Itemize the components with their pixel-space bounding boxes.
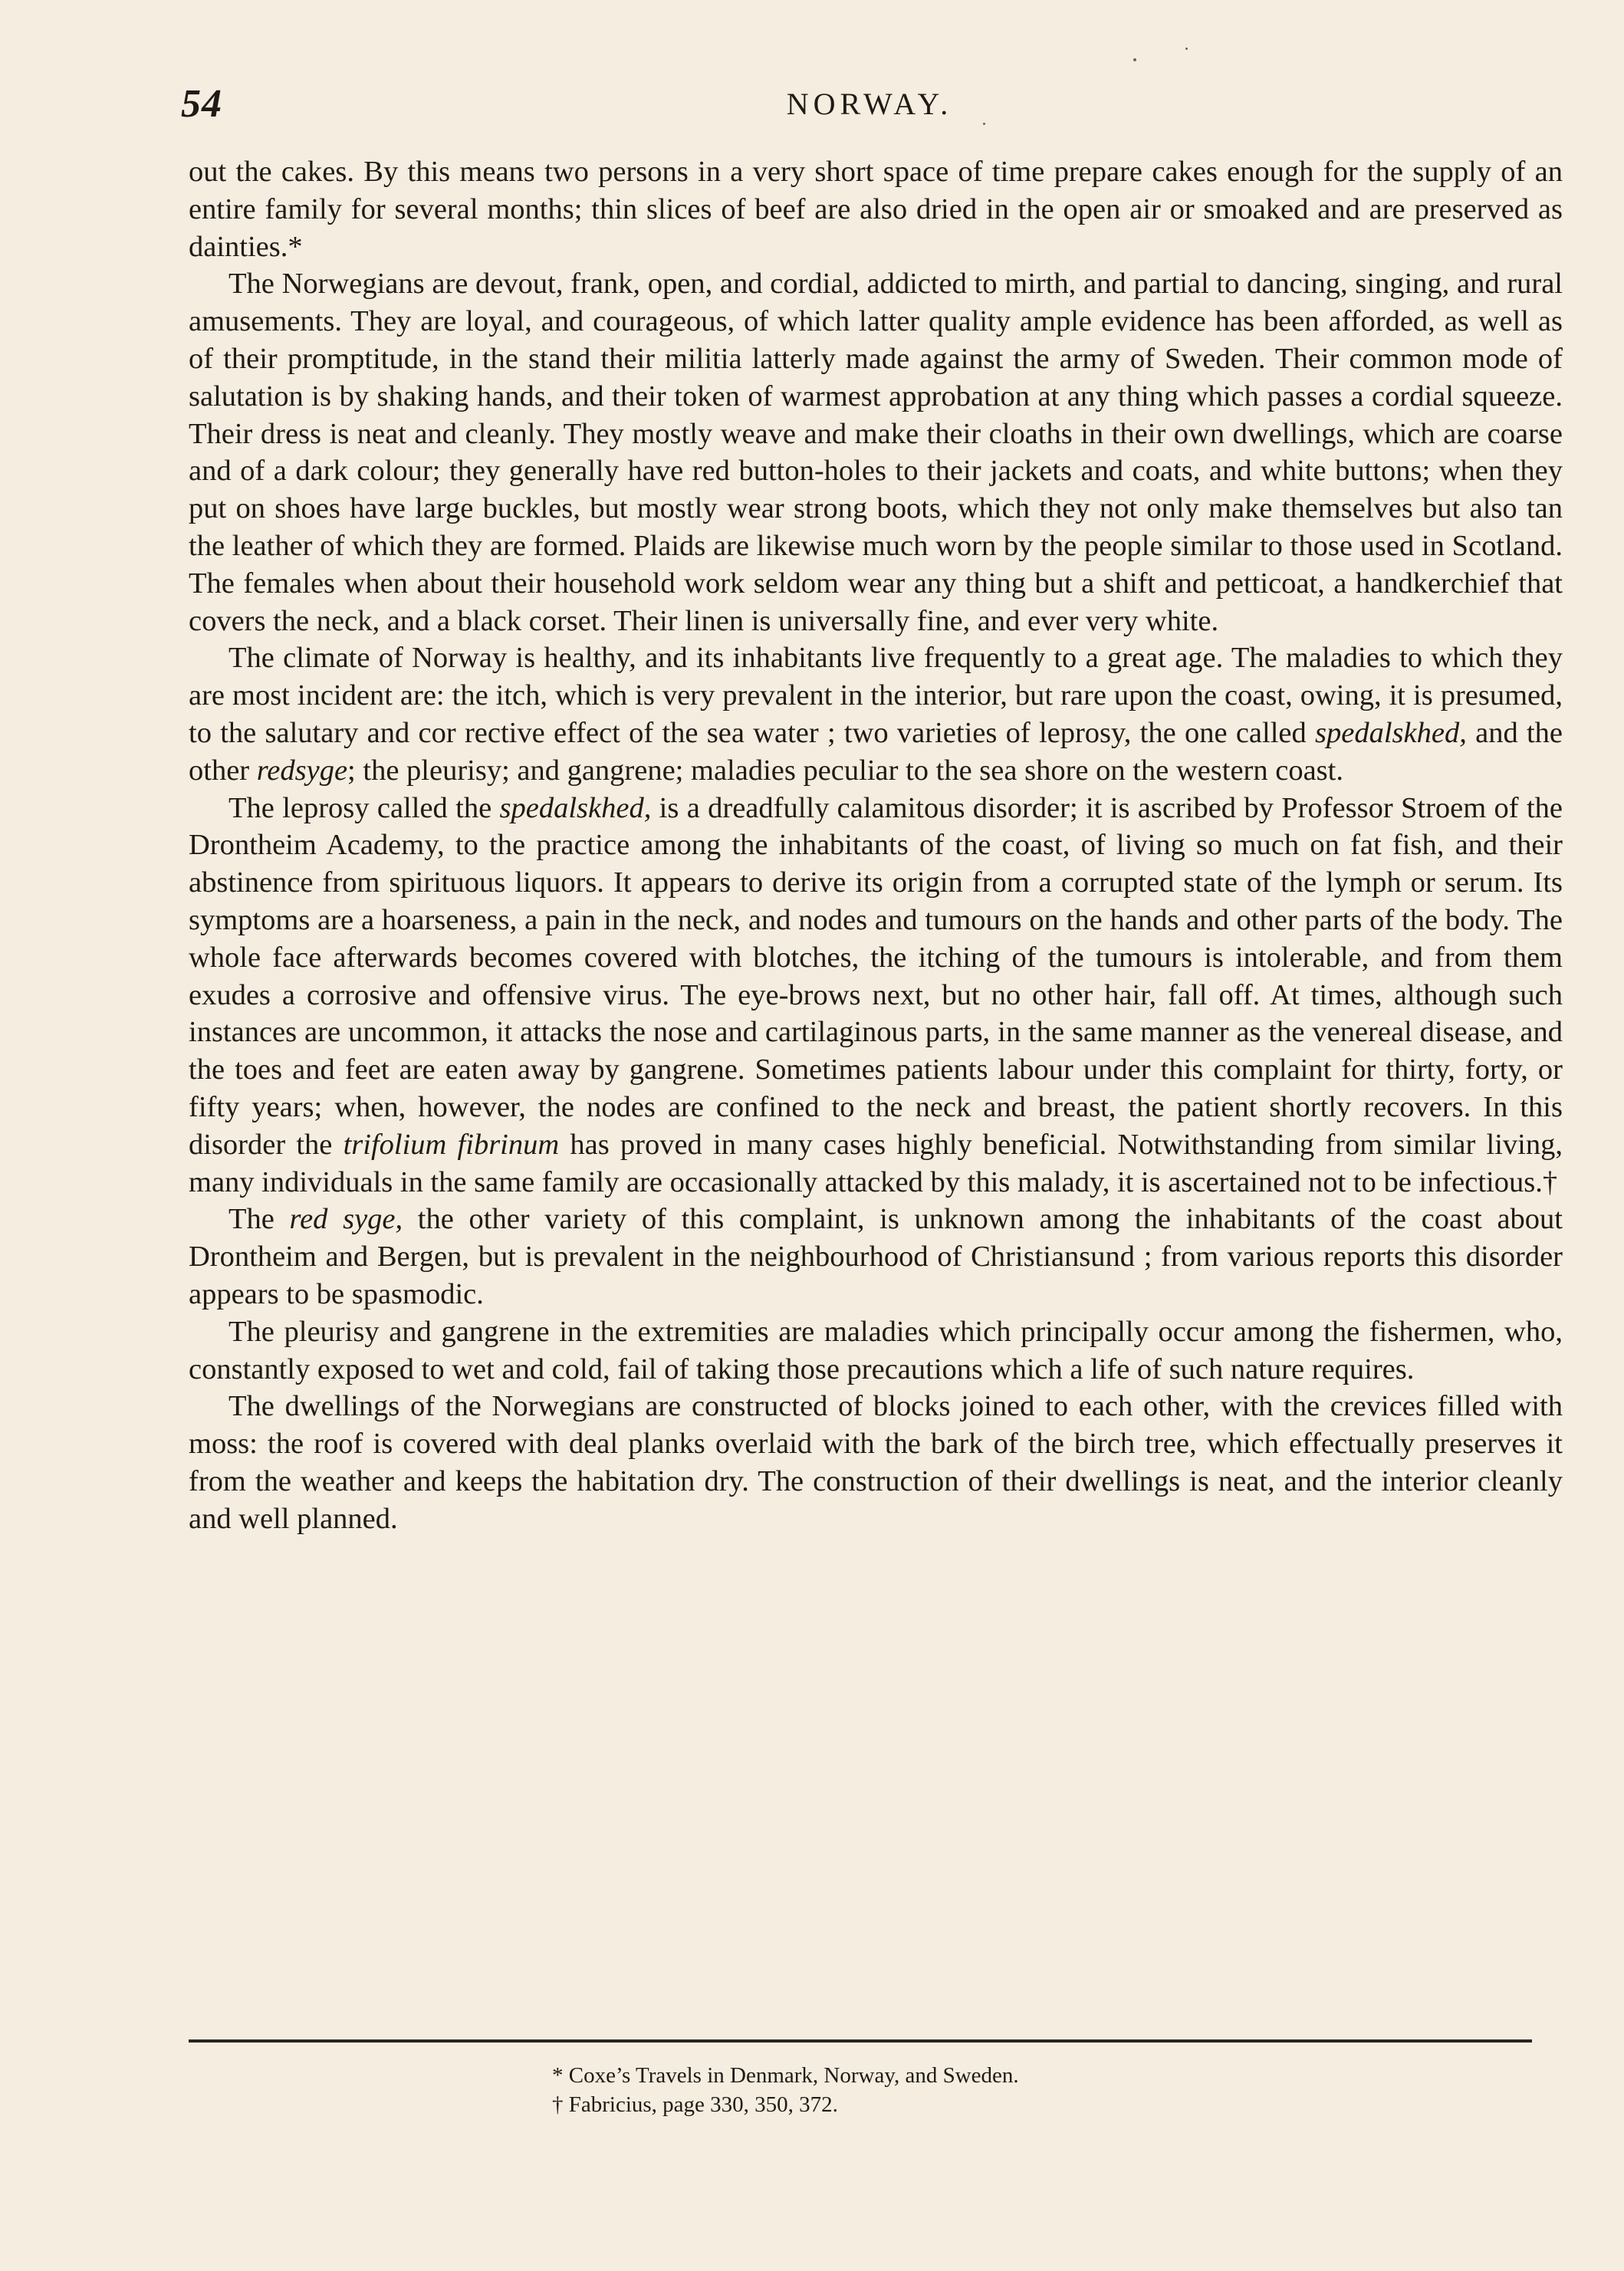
paper-speck [1185, 48, 1188, 50]
page-number: 54 [181, 82, 222, 126]
footnote-rule [189, 2039, 1532, 2043]
footnote-coxe: * Coxe’s Travels in Denmark, Norway, and Sweden. [552, 2063, 1019, 2088]
paragraph-national-character [189, 265, 1563, 639]
running-title: NORWAY. [786, 87, 953, 121]
paragraph-continued [189, 153, 1563, 265]
paper-speck [983, 123, 985, 125]
text-run: has proved in many cases highly beneficial. Notwithstanding from similar living, many individuals in the same family are occasionally attacked by this malady, it is ascertained not to be infectious.† [189, 1128, 1563, 1198]
paragraph-dwellings [189, 1388, 1563, 1537]
italic-term: spedalskhed, [1315, 716, 1467, 749]
paragraph-pleurisy [189, 1313, 1563, 1389]
text-run: is a dreadfully calamitous disorder; it is ascribed by Professor Stroem of the Drontheim Academy, to the practice among the inhabitants of the coast, of living so much on fat fish, and their abstinence from spirituous liquors. It appears to derive its origin from a corrupted state of the lymph or serum. Its symptoms are a hoarseness, a pain in the neck, and nodes and tumours on the hands and other parts of the body. The whole face afterwards becomes covered with blotches, the itching of the tumours is intolerable, and from them exudes a corrosive and offensive virus. The eye-brows next, but no other hair, fall off. At times, although such instances are uncommon, it attacks the nose and cartilaginous parts, in the same manner as the venereal disease, and the toes and feet are eaten away by gangrene. Sometimes patients labour under this complaint for thirty, forty, or fifty years; when, however, the nodes are confined to the neck and breast, the patient shortly recovers. In this disorder the [189, 791, 1563, 1161]
italic-term: red syge, [289, 1203, 403, 1236]
italic-term: spedalskhed, [499, 791, 652, 824]
text-run: and the other [189, 716, 1563, 787]
paragraph-red-syge [189, 1201, 1563, 1313]
footnotes [552, 2061, 1472, 2119]
text-run: The leprosy called the [228, 791, 500, 824]
text-run: The Norwegians are devout, frank, open, and cordial, addicted to mirth, and partial to dancing, singing, and rural amusements. They are loyal, and courageous, of which latter quality ample evidence has been afforded, as well as of their promptitude, in the stand their militia latterly made against the army of Sweden. Their common mode of salutation is by shaking hands, and their token of warmest approbation at any thing which passes a cordial squeeze. Their dress is neat and cleanly. They mostly weave and make their cloaths in their own dwellings, which are coarse and of a dark colour; they generally have red button-holes to their jackets and coats, and white buttons; when they put on shoes have large buckles, but mostly wear strong boots, which they not only make themselves but also tan the leather of which they are formed. Plaids are likewise much worn by the people similar to those used in Scotland. The females when about their household work seldom wear any thing but a shift and petticoat, a handkerchief that covers the neck, and a black corset. Their linen is universally fine, and ever very white. [189, 268, 1563, 637]
italic-term: trifolium fibrinum [343, 1128, 560, 1161]
footnote-fabricius: † Fabricius, page 330, 350, 372. [552, 2092, 838, 2117]
text-run: The dwellings of the Norwegians are constructed of blocks joined to each other, with the crevices filled with moss: the roof is covered with deal planks overlaid with the bark of the birch tree, which effectually preserves it from the weather and keeps the habitation dry. The construction of their dwellings is neat, and the interior cleanly and well planned. [189, 1390, 1563, 1535]
text-run: The climate of Norway is healthy, and its inhabitants live frequently to a great age. The maladies to which they are most incident are: the itch, which is very prevalent in the interior, but rare upon the coast, owing, it is presumed, to the salutary and cor rective effect of the sea water ; two varieties of leprosy, the one called [189, 642, 1563, 749]
paper-speck [1133, 58, 1136, 61]
paragraph-climate-maladies [189, 639, 1563, 789]
text-run: ; the pleurisy; and gangrene; maladies peculiar to the sea shore on the western coast. [347, 754, 1343, 787]
text-run: out the cakes. By this means two persons in a very short space of time prepare cakes enough for the supply of an entire family for several months; thin slices of beef are also dried in the open air or smoaked and are preserved as dainties.* [189, 156, 1563, 263]
text-run: the other variety of this complaint, is unknown among the inhabitants of the coast about Drontheim and Bergen, but is prevalent in the neighbourhood of Christiansund ; from various reports this disorder appears to be spasmodic. [189, 1203, 1563, 1310]
italic-term: redsyge [256, 754, 348, 787]
page-header [181, 81, 1558, 127]
paragraph-leprosy [189, 790, 1563, 1201]
text-run: The pleurisy and gangrene in the extremities are maladies which principally occur among the fishermen, who, constantly exposed to wet and cold, fail of taking those precautions which a life of such nature requires. [189, 1315, 1563, 1385]
body-text [189, 153, 1563, 1537]
text-run: The [228, 1203, 290, 1236]
